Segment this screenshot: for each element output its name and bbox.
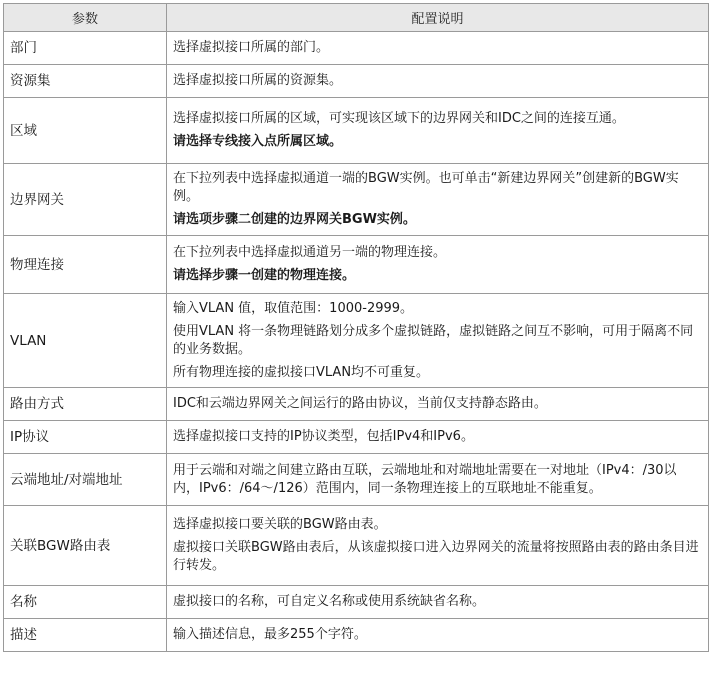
param-name: 边界网关 xyxy=(4,164,167,236)
param-description xyxy=(167,294,709,388)
table-row xyxy=(4,506,709,586)
description-line: 选择虚拟接口所属的区域，可实现该区域下的边界网关和IDC之间的连接互通。 xyxy=(173,111,625,126)
table-row xyxy=(4,98,709,164)
description-note: 请选择步骤一创建的物理连接。 xyxy=(173,268,356,283)
param-description xyxy=(167,388,709,421)
description-line: 在下拉列表中选择虚拟通道一端的BGW实例。也可单击“新建边界网关”创建新的BGW实例。 xyxy=(173,171,679,204)
description-line: 选择虚拟接口所属的资源集。 xyxy=(173,73,343,88)
description-note: 请选项步骤二创建的边界网关BGW实例。 xyxy=(173,212,416,227)
table-row xyxy=(4,65,709,98)
description-line: IDC和云端边界网关之间运行的路由协议，当前仅支持静态路由。 xyxy=(173,396,547,411)
param-name: 云端地址/对端地址 xyxy=(4,454,167,506)
param-name: 部门 xyxy=(4,32,167,65)
param-description xyxy=(167,65,709,98)
param-name: 资源集 xyxy=(4,65,167,98)
param-name: IP协议 xyxy=(4,421,167,454)
description-line: 虚拟接口关联BGW路由表后，从该虚拟接口进入边界网关的流量将按照路由表的路由条目进行转发。 xyxy=(173,540,699,573)
description-line: 用于云端和对端之间建立路由互联，云端地址和对端地址需要在一对地址（IPv4：/30以内，IPv6：/64～/126）范围内，同一条物理连接上的互联地址不能重复。 xyxy=(173,462,677,496)
table-row xyxy=(4,454,709,506)
param-name: 描述 xyxy=(4,619,167,652)
param-description xyxy=(167,421,709,454)
table-row xyxy=(4,586,709,619)
table-row xyxy=(4,164,709,236)
param-name: 区域 xyxy=(4,98,167,164)
table-row xyxy=(4,32,709,65)
table-row xyxy=(4,421,709,454)
description-line: 选择虚拟接口支持的IP协议类型，包括IPv4和IPv6。 xyxy=(173,429,474,444)
description-line: 在下拉列表中选择虚拟通道另一端的物理连接。 xyxy=(173,245,447,260)
param-description xyxy=(167,619,709,652)
parameter-table xyxy=(3,3,709,652)
header-description: 配置说明 xyxy=(167,4,709,32)
param-description xyxy=(167,98,709,164)
table-body xyxy=(4,32,709,652)
param-description xyxy=(167,454,709,506)
param-name: 关联BGW路由表 xyxy=(4,506,167,586)
param-description xyxy=(167,586,709,619)
table-row xyxy=(4,619,709,652)
table-header-row xyxy=(4,4,709,32)
header-param: 参数 xyxy=(4,4,167,32)
description-note: 请选择专线接入点所属区域。 xyxy=(173,134,343,149)
description-line: 输入VLAN 值，取值范围：1000-2999。 xyxy=(173,300,414,316)
param-description xyxy=(167,236,709,294)
description-line: 选择虚拟接口要关联的BGW路由表。 xyxy=(173,517,387,532)
table-row xyxy=(4,294,709,388)
param-name: 物理连接 xyxy=(4,236,167,294)
table-row xyxy=(4,236,709,294)
param-description xyxy=(167,506,709,586)
param-description xyxy=(167,32,709,65)
description-line: 输入描述信息，最多255个字符。 xyxy=(173,627,367,642)
param-name: 名称 xyxy=(4,586,167,619)
description-line: 选择虚拟接口所属的部门。 xyxy=(173,40,330,55)
param-description xyxy=(167,164,709,236)
table-row xyxy=(4,388,709,421)
description-line: 使用VLAN 将一条物理链路划分成多个虚拟链路，虚拟链路之间互不影响，可用于隔离不同的业务数据。 xyxy=(173,323,694,357)
description-line: 所有物理连接的虚拟接口VLAN均不可重复。 xyxy=(173,364,430,380)
param-name: VLAN xyxy=(4,294,167,388)
param-name: 路由方式 xyxy=(4,388,167,421)
description-line: 虚拟接口的名称，可自定义名称或使用系统缺省名称。 xyxy=(173,594,486,609)
